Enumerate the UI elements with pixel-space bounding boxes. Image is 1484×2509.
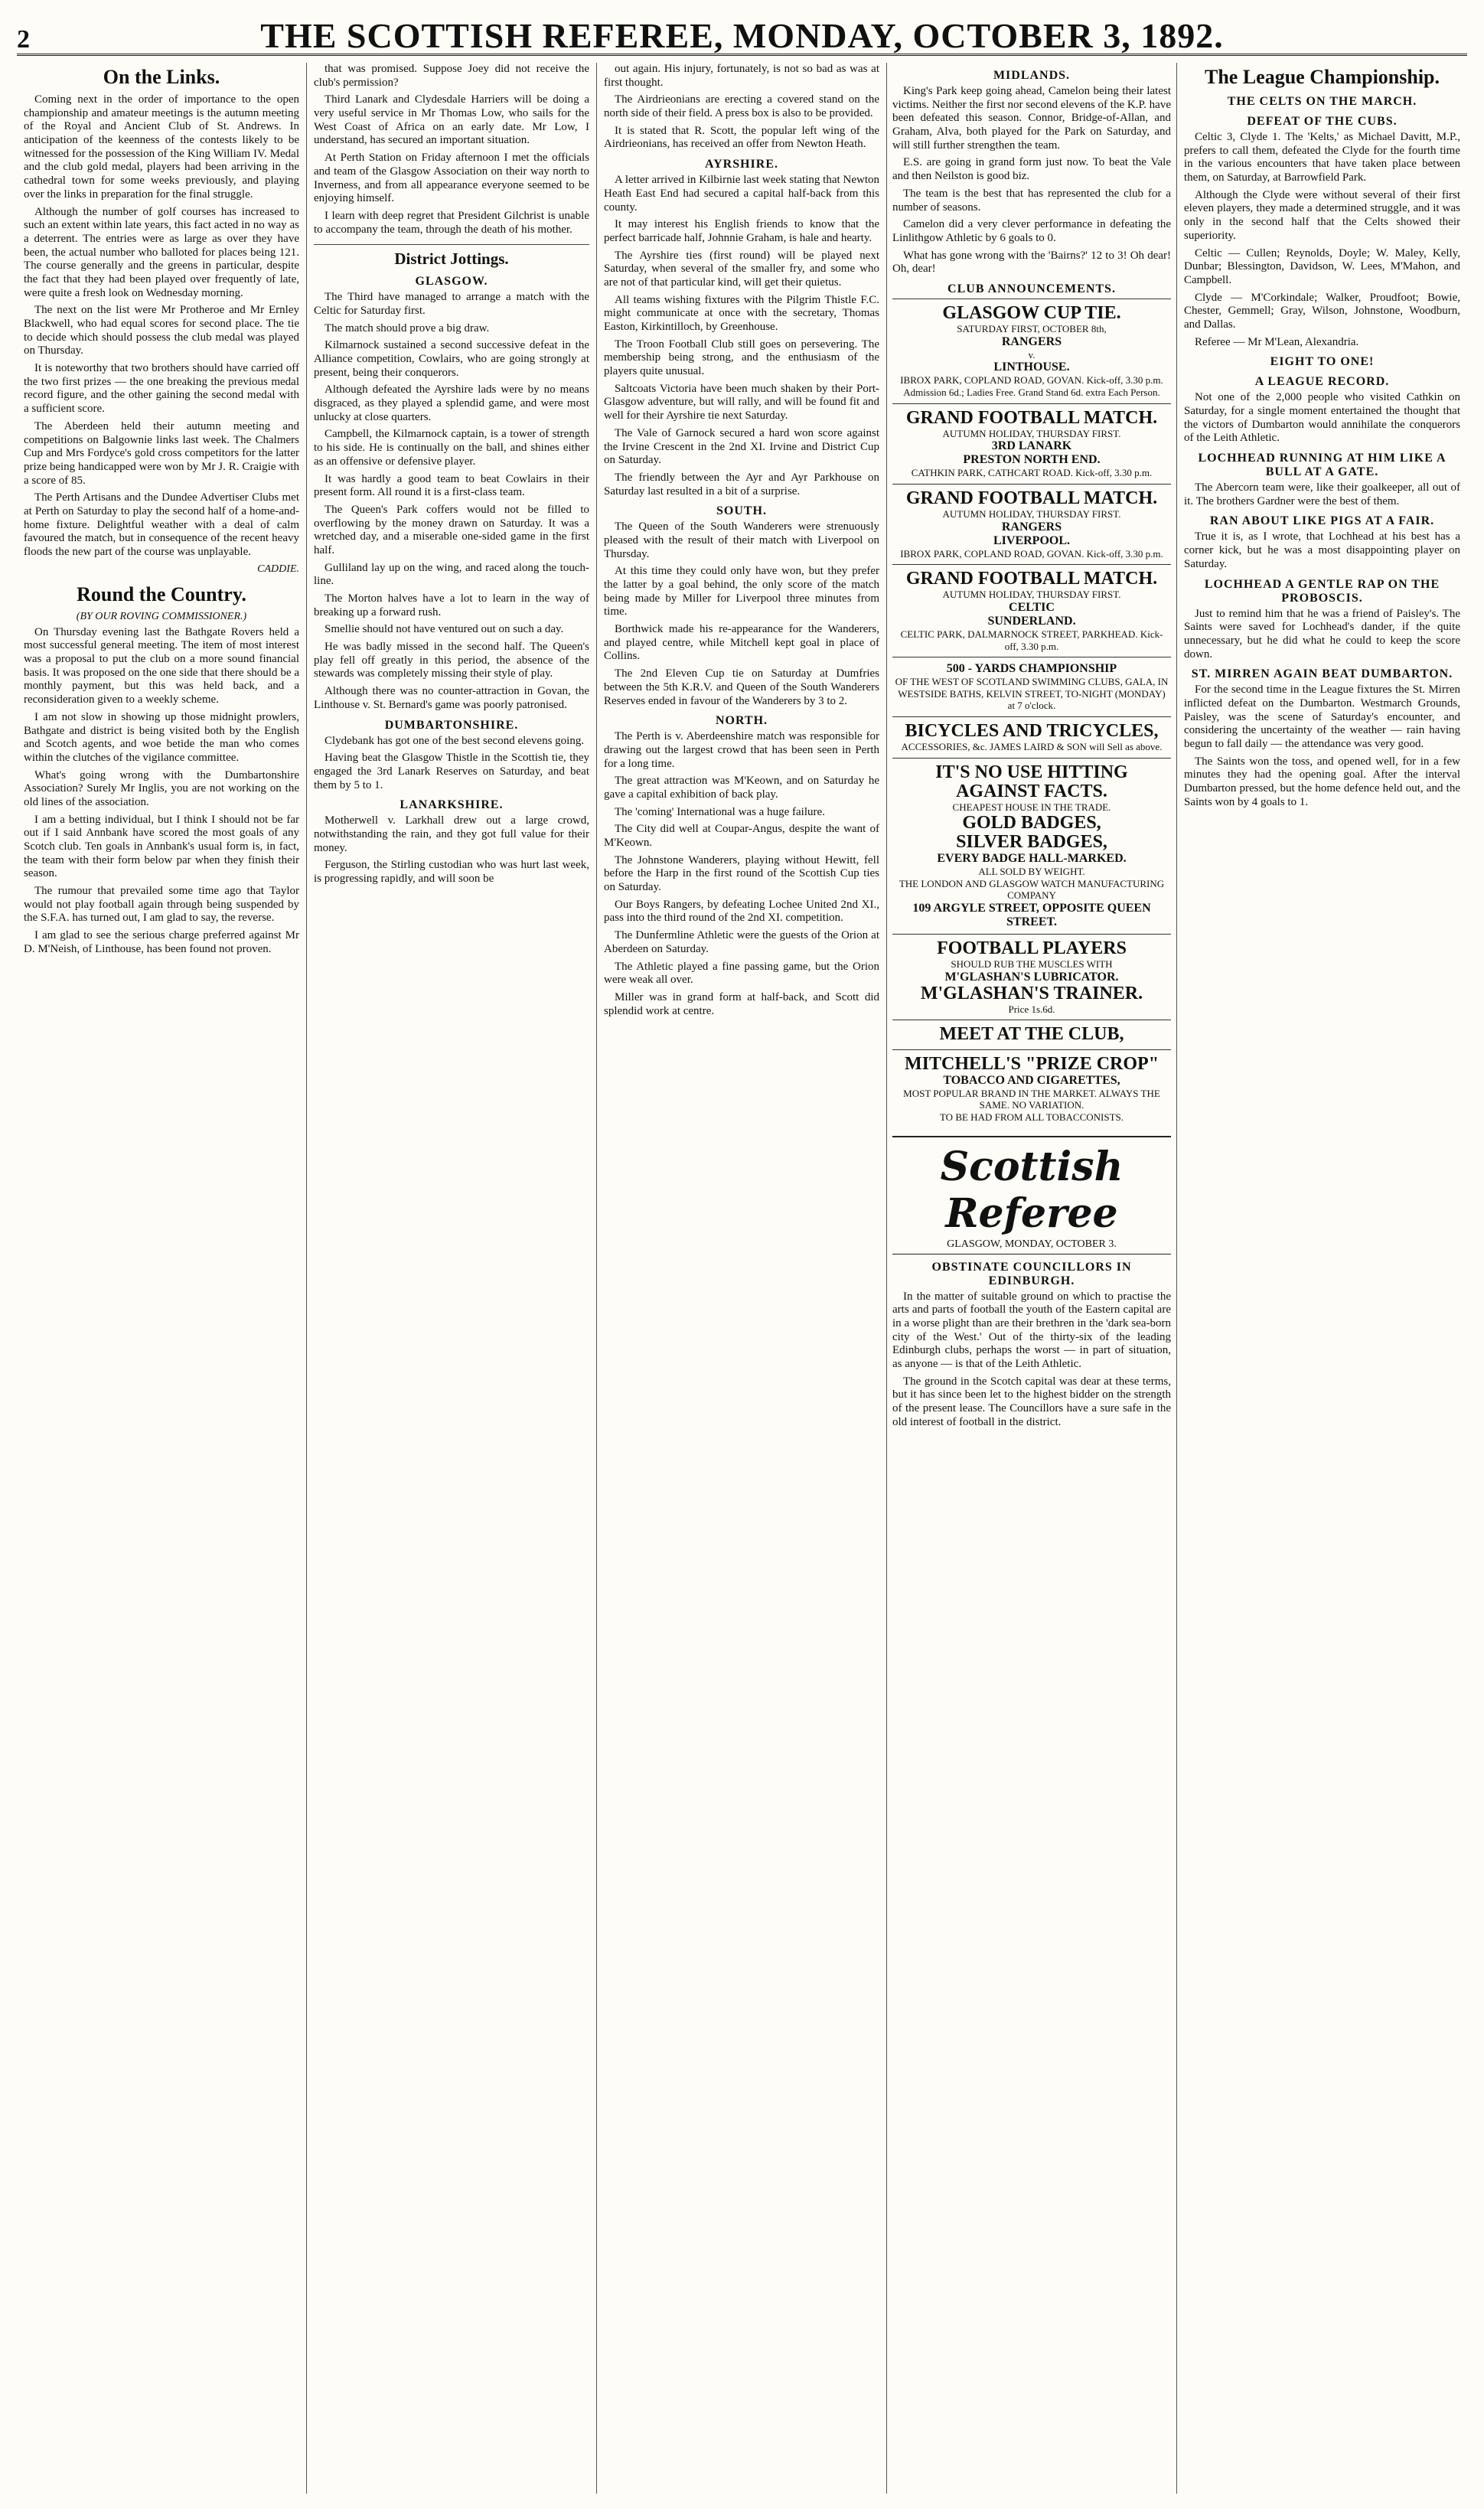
glasgow-paragraph: Smellie should not have ventured out on such a day. [325,623,564,636]
ayrshire-paragraph: The Ayrshire ties (first round) will be played next Saturday, when several of the smaller fry, and some who are not of that particular kind, will get their quietus. [604,249,879,289]
column-4 [887,63,1177,2494]
south-subheading: SOUTH. [716,504,767,518]
rebuke-paragraph: Just to remind him that he was a friend of Paisley's. The Saints were saved for Lochhead's dander, if the quite unnecessary, but he did what he could to keep the score down. [1184,607,1460,661]
glasgow-paragraph: Although there was no counter-attraction in Govan, the Linthouse v. St. Bernard's game was poorly patronised. [314,685,589,711]
advert-title: BICYCLES AND TRICYCLES, [905,721,1159,741]
column-paragraph: I learn with deep regret that President Gilchrist is unable to accompany the team, through the death of his mother. [314,209,589,236]
advert-date: AUTUMN HOLIDAY, THURSDAY FIRST. [942,589,1121,601]
links-paragraph: The next on the list were Mr Protheroe and Mr Ernley Blackwell, who had equal scores for second place. The tie to decide which should possess the club medal was played on Thursday. [24,304,299,357]
advert-title: MITCHELL'S "PRIZE CROP" [904,1053,1159,1074]
advert-venue: IBROX PARK, COPLAND ROAD, GOVAN. Kick-off, 3.30 p.m. [900,374,1163,387]
ayrshire-paragraph: Saltcoats Victoria have been much shaken by their Port-Glasgow adventure, but will rally, and will be found fit and well for their Ayrshire tie next Saturday. [604,382,879,423]
midlands-subheading: MIDLANDS. [993,69,1071,82]
advert-venue: IBROX PARK, COPLAND ROAD, GOVAN. Kick-off, 3.30 p.m. [900,547,1163,560]
country-paragraph: I am glad to see the serious charge preferred against Mr D. M'Neish, of Linthouse, has been found not proven. [24,929,299,955]
advert-title: IT'S NO USE HITTING AGAINST FACTS. [935,762,1128,801]
advert-title: GLASGOW CUP TIE. [942,302,1121,323]
advert-subtitle: TOBACCO AND CIGARETTES, [943,1073,1120,1087]
advert-swimming-championship [892,657,1171,716]
north-paragraph: The great attraction was M'Keown, and on Saturday he gave a capital exhibition of back play. [604,775,879,801]
advert-team: RANGERS [1001,334,1062,348]
column-3 [597,63,887,2494]
north-paragraph: Our Boys Rangers, by defeating Lochee United 2nd XI., pass into the third round of the 2nd XI. competition. [604,898,879,925]
st-mirren-paragraph: The Saints won the toss, and opened well, for in a few minutes they had the opening goal. After the interval Dumbarton pressed, but the home defence held out, and the Saints won by 4 goals to 1. [1184,755,1460,808]
country-paragraph: On Thursday evening last the Bathgate Rovers held a most successful general meeting. The item of most interest was a proposal to put the club on a more sound financial basis. It was proposed on the one side that there should be a monthly payment, but this was held back, and a reconsideration given to a weekly scheme. [24,625,299,706]
midlands-paragraph: Camelon did a very clever performance in defeating the Linlithgow Athletic by 6 goals to 0. [892,218,1171,244]
dumbarton-paragraph: Clydebank has got one of the best second elevens going. [325,734,585,747]
advert-rangers-liverpool [892,484,1171,564]
editorial-heading: OBSTINATE COUNCILLORS IN EDINBURGH. [931,1260,1132,1287]
south-paragraph: The 2nd Eleven Cup tie on Saturday at Dumfries between the 5th K.R.V. and Queen of the South Wanderers Reserves ended in favour of the Wanderers by 3 to 2. [604,667,879,707]
country-paragraph: What's going wrong with the Dumbartonshire Association? Surely Mr Inglis, you are not working on the old lines of the association. [24,768,299,808]
advert-venue: CATHKIN PARK, CATHCART ROAD. Kick-off, 3.30 p.m. [911,467,1153,479]
north-paragraph: The Johnstone Wanderers, playing without Hewitt, fell before the Harp in the first round of the Scottish Cup ties on Saturday. [604,853,879,894]
celts-paragraph: Clyde — M'Corkindale; Walker, Proudfoot; Bowie, Chester, Gemmell; Gray, Wilson, Johnstone, Woodburn, and Dallas. [1184,291,1460,331]
celts-paragraph: Although the Clyde were without several of their first eleven players, they made a determined struggle, and it was only in the second half that the Celts showed their superiority. [1184,188,1460,242]
lanark-subheading: LANARKSHIRE. [400,798,504,812]
midlands-paragraph: What has gone wrong with the 'Bairns?' 12 to 3! Oh dear! Oh, dear! [892,249,1171,276]
advert-team: CELTIC [1009,601,1055,615]
advert-product: M'GLASHAN'S TRAINER. [920,983,1143,1003]
club-announcements-heading: CLUB ANNOUNCEMENTS. [947,282,1116,295]
ayrshire-paragraph: It may interest his English friends to know that the perfect barricade half, Johnnie Graham, is hale and hearty. [604,218,879,244]
advert-team: SUNDERLAND. [987,615,1076,628]
district-heading: District Jottings. [314,244,589,269]
south-paragraph: Borthwick made his re-appearance for the Wanderers, and played centre, while Mitchell kept goal in place of Collins. [604,623,879,663]
column-paragraph: It is stated that R. Scott, the popular left wing of the Airdrieonians, has received an offer from Newton Heath. [604,124,879,151]
dumbarton-subheading: DUMBARTONSHIRE. [384,718,519,732]
advert-team: LIVERPOOL. [993,533,1070,547]
column-1 [17,63,307,2494]
glasgow-paragraph: The Queen's Park coffers would not be filled to overflowing by the money drawn on Saturday. It was a wretched day, and a miserable one-sided game in the first half. [314,503,589,556]
celts-subheading: THE CELTS ON THE MARCH. [1227,95,1417,108]
column-5 [1177,63,1467,2494]
celts-paragraph: Referee — Mr M'Lean, Alexandria. [1195,335,1359,348]
newspaper-banner: Scottish Referee [892,1136,1171,1237]
advert-team: PRESTON NORTH END. [963,453,1101,467]
midlands-paragraph: The team is the best that has represented the club for a number of seasons. [892,187,1171,214]
advert-title: GRAND FOOTBALL MATCH. [905,407,1158,428]
advert-subtitle: SHOULD RUB THE MUSCLES WITH [951,958,1113,971]
north-paragraph: The Perth is v. Aberdeenshire match was responsible for drawing out the largest crowd that has been seen in Perth for a long time. [604,730,879,770]
advert-body: MOST POPULAR BRAND IN THE MARKET. ALWAYS THE SAME. NO VARIATION. [903,1087,1160,1111]
ayrshire-paragraph: The friendly between the Ayr and Ayr Parkhouse on Saturday last resulted in a bit of a surprise. [604,471,879,498]
advert-date: SATURDAY FIRST, OCTOBER 8th, [957,323,1107,335]
glasgow-paragraph: Although defeated the Ayrshire lads were by no means disgraced, as they played a splendid game, and were most unlucky at close quarters. [314,383,589,423]
ayrshire-paragraph: All teams wishing fixtures with the Pilgrim Thistle F.C. might communicate at once with the secretary, Thomas Easton, Kirkintilloch, by Greenhouse. [604,293,879,333]
advert-third-lanark-match [892,403,1171,484]
column-paragraph: Third Lanark and Clydesdale Harriers will be doing a very useful service in Mr Thomas Low, who sails for the West Coast of Africa on an early date. Mr Low, I understand, has secured an important situation. [314,93,589,147]
advert-team: 3RD LANARK [991,439,1072,453]
advert-subtitle: CHEAPEST HOUSE IN THE TRADE. [952,801,1111,814]
links-heading: On the Links. [103,66,220,88]
dumbarton-paragraph: Having beat the Glasgow Thistle in the Scottish tie, they engaged the 3rd Lanark Reserves on Saturday, and beat them by 5 to 1. [314,752,589,791]
masthead [17,15,1467,56]
country-paragraph: I am not slow in showing up those midnight prowlers, Bathgate and district is being visited both by the English and Scotch agents, and woe betide the man who comes within the clutches of the vigilance committee. [24,710,299,764]
advert-maker: THE LONDON AND GLASGOW WATCH MANUFACTURING COMPANY [899,877,1165,902]
editorial-paragraph: In the matter of suitable ground on which to practise the arts and parts of football the youth of the Eastern capital are in a worse plight than are their brethren in the 'dark sea-born city of the West.' Out of the thirty-six of the leading Edinburgh clubs, perhaps the worst — in part of situation, as anyone — is that of the Leith Athletic. [892,1290,1171,1371]
ayrshire-subheading: AYRSHIRE. [705,158,778,171]
advert-date: AUTUMN HOLIDAY, THURSDAY FIRST. [942,427,1121,439]
editorial-paragraph: The ground in the Scotch capital was dear at these terms, but it has since been let to the highest bidder on the strength of the present lease. The Councillors have a sure safe in the old interest of football in the district. [892,1375,1171,1428]
leith-paragraph: The Abercorn team were, like their goalkeeper, all out of it. The brothers Gardner were the best of them. [1184,481,1460,507]
advert-glasgow-cup-tie [892,299,1171,403]
country-paragraph: The rumour that prevailed some time ago that Taylor would not play football again through being suspended by the S.F.A. has turned out, I am glad to say, the reverse. [24,885,299,925]
south-paragraph: At this time they could only have won, but they prefer the latter by a goal behind, the only score of the match being made by Miller for Liverpool three minutes from time. [604,565,879,618]
column-paragraph: that was promised. Suppose Joey did not receive the club's permission? [314,63,589,89]
leith-subheading-2: A LEAGUE RECORD. [1254,375,1390,389]
advert-title: 500 - YARDS CHAMPIONSHIP [946,662,1117,676]
column-2 [307,63,597,2494]
advert-team: LINTHOUSE. [993,361,1070,374]
advert-badges [892,758,1171,934]
advert-prize-crop [892,1049,1171,1128]
abercorn-paragraph: True it is, as I wrote, that Lochhead at his best has a corner kick, but he was a most disappointing player on Saturday. [1184,530,1460,570]
glasgow-paragraph: The Third have managed to arrange a match with the Celtic for Saturday first. [314,291,589,317]
links-paragraph: Although the number of golf courses has increased to such an extent within late years, this fact acted in no way as a deterrent. The entries were as large as over they have been, the actual number who balloted for places being 121. The course generally and the greens in particular, despite the fact that they had been played over frequently of late, were quite a fresh look on Wednesday morning. [24,205,299,299]
north-paragraph: The Athletic played a fine passing game, but the Orion were weak all over. [604,960,879,987]
advert-gold-badges: GOLD BADGES, [962,812,1101,833]
leith-subheading-3: LOCHHEAD RUNNING AT HIM LIKE A BULL AT A GATE. [1198,452,1446,479]
column-paragraph: At Perth Station on Friday afternoon I met the officials and team of the Glasgow Association on their way north to Inverness, and from all appearance everyone seemed to be enjoying himself. [314,152,589,205]
links-paragraph: Coming next in the order of importance to the open championship and amateur meetings is the autumn meeting of the Royal and Ancient Club of St. Andrews. In anticipation of the keenness of the contests likely to be witnessed for the possession of the King William IV. Medal and the club gold medal, players had been arriving in the cathedral town for some weeks previously, and playing over the links in preparation for the final struggle. [24,93,299,201]
advert-team: RANGERS [1001,520,1062,533]
links-paragraph: It is noteworthy that two brothers should have carried off the two first prizes — the one breaking the previous medal record figure, and the other gaining the second medal with a sufficient score. [24,362,299,416]
glasgow-paragraph: The Morton halves have a lot to learn in the way of breaking up a forward rush. [314,592,589,618]
links-paragraph: The Aberdeen held their autumn meeting and competitions on Balgownie links last week. The Chalmers Cup and Mrs Fordyce's gold cross competitors for the latter prize being handicapped were won by Mr J. R. Craigie with a score of 85. [24,419,299,487]
editorial-dateline: GLASGOW, MONDAY, OCTOBER 3. [892,1238,1171,1254]
advert-weight: ALL SOLD BY WEIGHT. [978,866,1085,878]
north-paragraph: The 'coming' International was a huge failure. [615,805,825,818]
advert-silver-badges: SILVER BADGES, [956,831,1107,852]
links-signature: CADDIE. [257,563,299,575]
column-paragraph: The Airdrieonians are erecting a covered stand on the north side of their field. A press box is also to be provided. [604,93,879,120]
glasgow-paragraph: Campbell, the Kilmarnock captain, is a tower of strength to his side. He is continually on the ball, and shines either as an offensive or defensive player. [314,428,589,468]
links-paragraph: The Perth Artisans and the Dundee Advertiser Clubs met at Perth on Saturday to play the second half of a home-and-home fixture. Delightful weather with a deal of calm favoured the match, but in consequence of the recent heavy floods the new part of the course was unplayable. [24,491,299,558]
rebuke-subheading: LOCHHEAD A GENTLE RAP ON THE PROBOSCIS. [1204,577,1440,605]
advert-title: MEET AT THE CLUB, [939,1024,1124,1045]
ayrshire-paragraph: A letter arrived in Kilbirnie last week stating that Newton Heath East End had secured a capital half-back from this county. [604,174,879,214]
south-paragraph: The Queen of the South Wanderers were strenuously pleased with the result of their match with Liverpool on Thursday. [604,520,879,560]
north-paragraph: The City did well at Coupar-Angus, despite the want of M'Keown. [604,823,879,849]
advert-football-players [892,934,1171,1020]
league-heading: The League Championship. [1204,66,1440,88]
ayrshire-paragraph: The Vale of Garnock secured a hard won score against the Irvine Crescent in the 2nd XI. Irvine and District Cup on Saturday. [604,426,879,467]
newspaper-title: THE SCOTTISH REFEREE, MONDAY, OCTOBER 3, 1892. [260,16,1224,55]
advert-body: ACCESSORIES, &c. JAMES LAIRD & SON will Sell as above. [901,741,1163,753]
column-paragraph: out again. His injury, fortunately, is not so bad as was at first thought. [604,63,879,89]
lanark-paragraph: Motherwell v. Larkhall drew out a large crowd, notwithstanding the rain, and they got full value for their money. [314,814,589,854]
columns [17,63,1467,2494]
advert-footer: TO BE HAD FROM ALL TOBACCONISTS. [939,1111,1124,1124]
page-number: 2 [17,25,30,54]
advert-address: 109 ARGYLE STREET, OPPOSITE QUEEN STREET. [912,901,1151,928]
advert-bicycles [892,716,1171,758]
advert-title: FOOTBALL PLAYERS [937,938,1127,958]
celts-paragraph: Celtic 3, Clyde 1. The 'Kelts,' as Michael Davitt, M.P., prefers to call them, defeated the Clyde for the fourth time in the various encounters that have taken place between them, on Saturday, at Barrowfield Park. [1184,131,1460,184]
leith-subheading: EIGHT TO ONE! [1270,355,1375,369]
glasgow-paragraph: It was hardly a good team to beat Cowlairs in their present form. All round it is a first-class team. [314,472,589,499]
north-paragraph: Miller was in grand form at half-back, and Scott did splendid work at centre. [604,990,879,1017]
advert-title: GRAND FOOTBALL MATCH. [905,488,1158,508]
st-mirren-paragraph: For the second time in the League fixtures the St. Mirren inflicted defeat on the Dumbarton. Westmarch Grounds, Paisley, was the scene of Saturday's encounter, and considering the uncertainty of the weather — rain having begun to fall daily — the attendance was very good. [1184,684,1460,750]
abercorn-subheading: RAN ABOUT LIKE PIGS AT A FAIR. [1209,514,1435,528]
glasgow-paragraph: Kilmarnock sustained a second successive defeat in the Alliance competition, Cowlairs, who are going strongly at present, being their conquerors. [314,339,589,379]
country-heading: Round the Country. [77,582,246,605]
advert-celtic-sunderland [892,564,1171,657]
glasgow-paragraph: He was badly missed in the second half. The Queen's play fell off greatly in this period, the absence of the stewards was completely missing their style of play. [314,641,589,680]
lanark-paragraph: Ferguson, the Stirling custodian who was hurt last week, is progressing rapidly, and will soon be [314,859,589,885]
advert-versus: v. [1028,348,1036,361]
leith-paragraph: Not one of the 2,000 people who visited Cathkin on Saturday, for a single moment entertained the thought that the victors of Dumbarton would annihilate the conquerors of the Leith Athletic. [1184,391,1460,445]
glasgow-paragraph: Gulliland lay up on the wing, and raced along the touch-line. [314,561,589,588]
glasgow-paragraph: The match should prove a big draw. [325,321,490,334]
celts-paragraph: Celtic — Cullen; Reynolds, Doyle; W. Maley, Kelly, Dunbar; Blessington, Davidson, W. Lees, M'Mahon, and Campbell. [1184,246,1460,286]
midlands-paragraph: King's Park keep going ahead, Camelon being their latest victims. Neither the first nor second elevens of the K.P. have been defeated this season. Connor, Bridge-of-Allan, and Graham, Alva, both played for the Park on Saturday, and will still further strengthen the team. [892,85,1171,152]
advert-body: OF THE WEST OF SCOTLAND SWIMMING CLUBS, GALA, IN WESTSIDE BATHS, KELVIN STREET, TO-NIGHT (MONDAY) at 7 o'clock. [895,676,1169,712]
advert-date: AUTUMN HOLIDAY, THURSDAY FIRST. [942,508,1121,520]
advert-meet-at-the-club [892,1020,1171,1049]
advert-title: GRAND FOOTBALL MATCH. [905,569,1158,589]
celts-subheading-2: DEFEAT OF THE CUBS. [1247,115,1398,128]
glasgow-subheading: GLASGOW. [415,275,488,289]
midlands-paragraph: E.S. are going in grand form just now. To beat the Vale and then Neilston is good biz. [892,156,1171,183]
north-paragraph: The Dunfermline Athletic were the guests of the Orion at Aberdeen on Saturday. [604,929,879,955]
advert-product: M'GLASHAN'S LUBRICATOR. [944,970,1119,984]
country-paragraph: I am a betting individual, but I think I should not be far out if I said Annbank have scored the most goals of any Scotch club. Ten goals in Annbank's usual form is, in fact, the team with their form below par when they finish their season. [24,813,299,880]
country-byline: (BY OUR ROVING COMMISSIONER.) [76,610,247,622]
st-mirren-subheading: ST. MIRREN AGAIN BEAT DUMBARTON. [1191,667,1453,681]
advert-price: Price 1s.6d. [1008,1003,1055,1015]
advert-admission: Admission 6d.; Ladies Free. Grand Stand 6d. extra Each Person. [903,386,1160,398]
ayrshire-paragraph: The Troon Football Club still goes on persevering. The membership being strong, and the enthusiasm of the players quite unusual. [604,338,879,378]
north-subheading: NORTH. [715,714,768,728]
advert-hallmark: EVERY BADGE HALL-MARKED. [937,852,1127,866]
advert-venue: CELTIC PARK, DALMARNOCK STREET, PARKHEAD. Kick-off, 3.30 p.m. [900,628,1163,652]
